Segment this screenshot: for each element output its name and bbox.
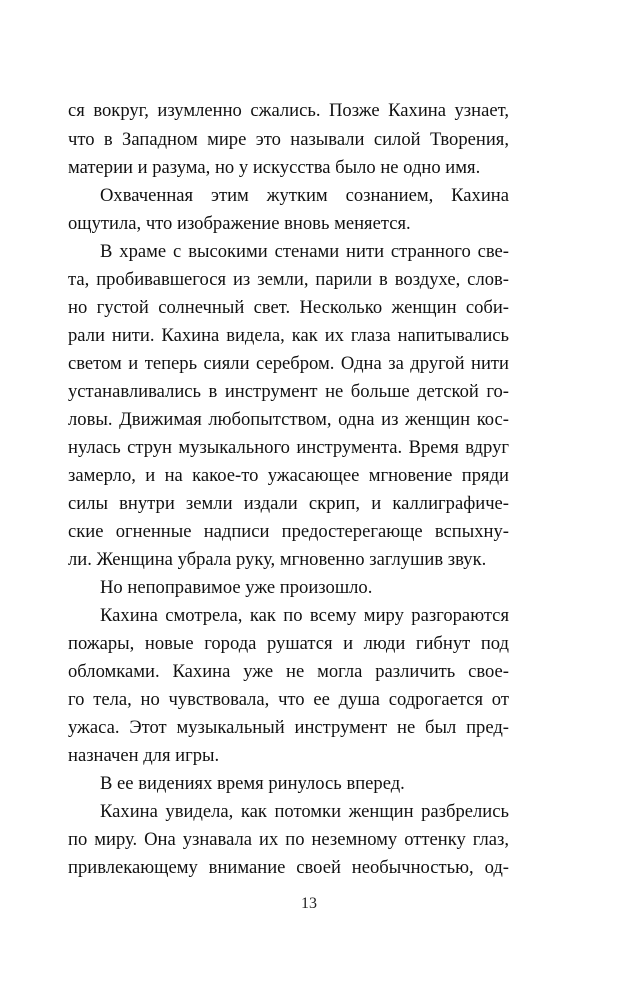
text-line: ся вокруг, изумленно сжались. Позже Кахина узнает,: [68, 100, 509, 121]
text-line: по миру. Она узнавала их по неземному оттенку глаз,: [68, 829, 509, 850]
text-line: что в Западном мире это называли силой Творения,: [68, 129, 509, 150]
text-line: го тела, но чувствовала, что ее душа содрогается от: [68, 689, 509, 710]
text-line: В ее видениях время ринулось вперед.: [100, 773, 405, 794]
text-line: Кахина увидела, как потомки женщин разбрелись: [100, 801, 509, 822]
text-line: назначен для игры.: [68, 745, 220, 766]
text-line: та, пробивавшегося из земли, парили в воздухе, слов-: [68, 269, 509, 290]
text-line: пожары, новые города рушатся и люди гибнут под: [68, 633, 509, 654]
text-line: Кахина смотрела, как по всему миру разгораются: [100, 605, 509, 626]
text-line: ловы. Движимая любопытством, одна из женщин кос-: [68, 409, 509, 430]
text-line: замерло, и на какое-то ужасающее мгновение пряди: [68, 465, 509, 486]
text-line: устанавливались в инструмент не больше детской го-: [68, 381, 509, 402]
text-line: Но непоправимое уже произошло.: [100, 577, 373, 598]
text-line: силы внутри земли издали скрип, и каллиграфиче-: [68, 493, 509, 514]
text-line: обломками. Кахина уже не могла различить свое-: [68, 661, 509, 682]
text-line: ощутила, что изображение вновь меняется.: [68, 213, 411, 234]
text-line: ли. Женщина убрала руку, мгновенно заглушив звук.: [68, 549, 487, 570]
text-line: ужаса. Этот музыкальный инструмент не был пред-: [68, 717, 509, 738]
text-line: светом и теперь сияли серебром. Одна за другой нити: [68, 353, 509, 374]
text-line: привлекающему внимание своей необычностью, од-: [68, 857, 509, 878]
text-line: нулась струн музыкального инструмента. Время вдруг: [68, 437, 509, 458]
text-line: ские огненные надписи предостерегающе вспыхну-: [68, 521, 509, 542]
text-line: Охваченная этим жутким сознанием, Кахина: [100, 185, 509, 206]
text-line: В храме с высокими стенами нити странного све-: [100, 241, 509, 262]
text-line: материи и разума, но у искусства было не одно имя.: [68, 157, 481, 178]
page-number: 13: [301, 895, 317, 912]
text-line: но густой солнечный свет. Несколько женщин соби-: [68, 297, 509, 318]
text-line: рали нити. Кахина видела, как их глаза напитывались: [68, 325, 509, 346]
